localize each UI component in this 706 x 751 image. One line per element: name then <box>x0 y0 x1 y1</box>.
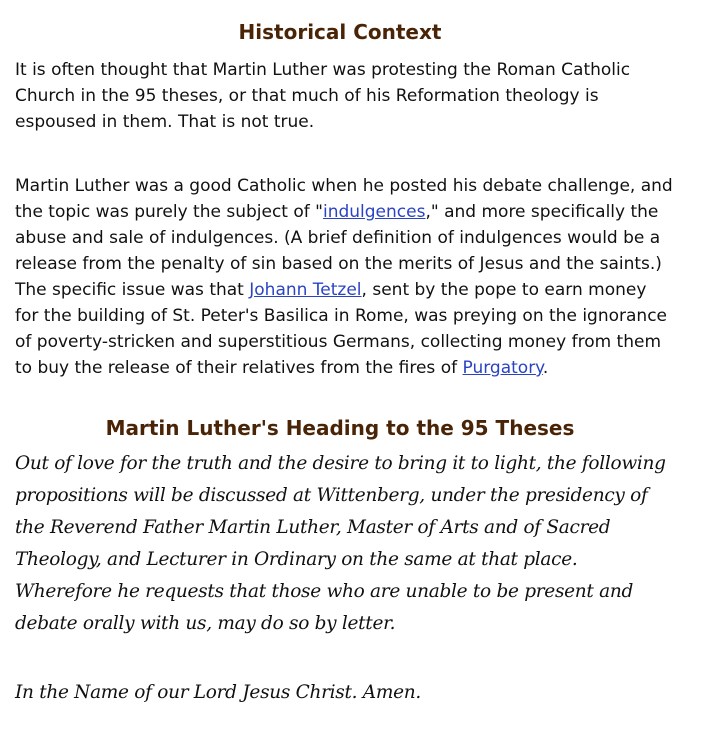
indulgences-link[interactable]: indulgences <box>322 202 426 222</box>
theses-heading: Martin Luther's Heading to the 95 Theses <box>105 416 575 440</box>
context-paragraph-2 <box>15 173 675 381</box>
theses-invocation-quote: In the Name of our Lord Jesus Christ. Amen. <box>15 682 421 703</box>
article <box>15 0 675 709</box>
purgatory-link[interactable]: Purgatory <box>462 358 543 378</box>
paragraph-text: , sent by the pope to earn money for the building of St. Peter's Basilica in Rome, was preying on the ignorance of poverty-stricken and superstitious Germans, collecting money from them to buy the release of their relatives from the fires of <box>15 280 667 378</box>
paragraph-text: Martin Luther was a good Catholic when he posted his debate challenge, and the topic was purely the subject of " <box>15 176 673 222</box>
johann-tetzel-link[interactable]: Johann Tetzel <box>249 280 362 300</box>
context-paragraph-1: It is often thought that Martin Luther was protesting the Roman Catholic Church in the 95 theses, or that much of his Reformation theology is espoused in them. That is not true. <box>15 60 631 132</box>
paragraph-text: . <box>542 358 549 378</box>
theses-preamble-quote: Out of love for the truth and the desire to bring it to light, the following propositions will be discussed at Wittenberg, under the presidency of the Reverend Father Martin Luther, Master of Arts and of Sacred Theology, and Lecturer in Ordinary on the same at that place. Wherefore he requests that those who are unable to be present and debate orally with us, may do so by letter. <box>15 453 666 634</box>
historical-context-heading: Historical Context <box>238 20 442 44</box>
paragraph-text: ," and more specifically the abuse and sale of indulgences. (A brief definition of indulgences would be a release from the penalty of sin based on the merits of Jesus and the saints.) The specific issue was that <box>15 202 662 300</box>
